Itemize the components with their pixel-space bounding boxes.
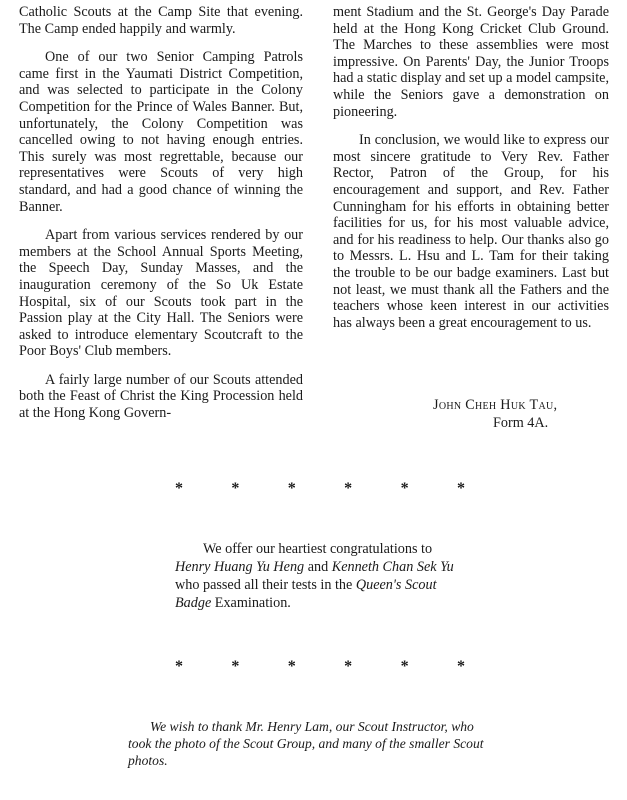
- star: *: [456, 480, 465, 497]
- star: *: [287, 480, 296, 497]
- star: *: [287, 658, 296, 675]
- author-name: John Cheh Huk Tau,: [433, 397, 558, 413]
- paragraph: One of our two Senior Camping Patrols came first in the Yaumati District Competition, and was selected to participate in the Colony Competition for the Prince of Wales Banner. But, unfortunately, the Colony Competition was cancelled owing to not having enough entries. This surely was most regrettable, because our representatives were Scouts of very high standard, and had a good chance of winning the Banner.: [19, 49, 303, 215]
- congrats-intro: We offer our heartiest congratulations to: [203, 541, 433, 557]
- star-separator: [175, 480, 465, 498]
- star: *: [175, 480, 183, 497]
- star: *: [400, 658, 409, 675]
- paragraph: Catholic Scouts at the Camp Site that evening. The Camp ended happily and warmly.: [19, 4, 303, 37]
- paragraph: Apart from various services rendered by our members at the School Annual Sports Meeting, the Speech Day, Sunday Masses, and the inauguration ceremony of the So Uk Estate Hospital, six of our Scouts took part in the Passion play at the City Hall. The Seniors were asked to introduce elementary Scoutcraft to the Poor Boys' Club members.: [19, 227, 303, 360]
- star: *: [400, 480, 409, 497]
- star: *: [231, 480, 240, 497]
- right-column: [333, 4, 609, 343]
- thanks-note: [128, 718, 488, 769]
- thanks-text: We wish to thank Mr. Henry Lam, our Scout Instructor, who took the photo of the Scout Group, and many of the smaller Scout photos.: [128, 719, 484, 768]
- star: *: [344, 480, 353, 497]
- star: *: [344, 658, 353, 675]
- congrats-middle: who passed all their tests in the: [175, 577, 356, 593]
- paragraph: ment Stadium and the St. George's Day Parade held at the Hong Kong Cricket Club Ground. The Marches to these assemblies were most impressive. On Parents' Day, the Junior Troops had a static display and set up a model campsite, while the Seniors gave a demonstration on pioneering.: [333, 4, 609, 120]
- star: *: [231, 658, 240, 675]
- congrats-end: Examination.: [211, 595, 291, 611]
- left-column: [19, 4, 303, 434]
- paragraph: In conclusion, we would like to express our most sincere gratitude to Very Rev. Father Rector, Patron of the Group, for his encouragement and support, and Rev. Father Cunningham for his efforts in obtaining better facilities for us, for his most valuable advice, and for his readiness to help. Our thanks also go to Messrs. L. Hsu and L. Tam for their taking the trouble to be our badge examiners. Last but not least, we must thank all the Fathers and the teachers whose keen interest in our activities has always been a great encouragement to us.: [333, 132, 609, 331]
- author-form: Form 4A.: [493, 415, 549, 431]
- star-separator: [175, 658, 465, 676]
- signature-block: [333, 396, 609, 432]
- congrats-and: and: [304, 559, 332, 575]
- congratulations-notice: [175, 540, 465, 612]
- badge-name: Queen's Scout Badge: [175, 577, 437, 611]
- star: *: [456, 658, 465, 675]
- star: *: [175, 658, 183, 675]
- honoree-name: Kenneth Chan Sek Yu: [331, 559, 454, 575]
- paragraph: A fairly large number of our Scouts attended both the Feast of Christ the King Procession held at the Hong Kong Govern-: [19, 371, 303, 422]
- congratulations-text: [175, 540, 465, 612]
- honoree-name: Henry Huang Yu Heng: [175, 559, 305, 575]
